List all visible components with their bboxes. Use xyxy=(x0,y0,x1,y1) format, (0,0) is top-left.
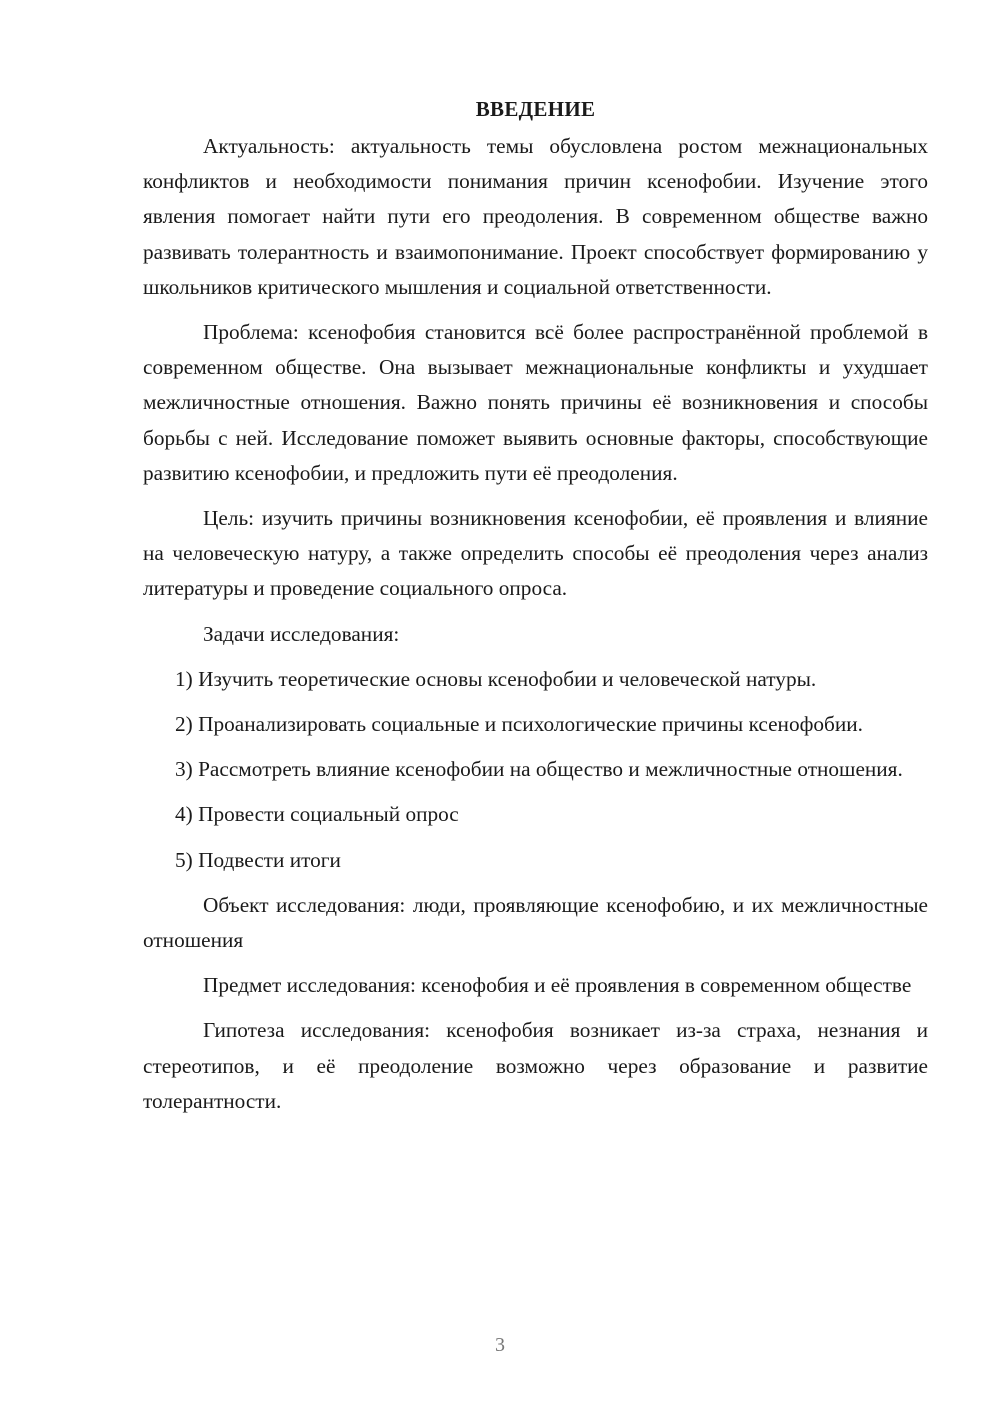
page-number: 3 xyxy=(495,1334,505,1356)
problem-paragraph: Проблема: ксенофобия становится всё более распространённой проблемой в современном обществе. Она вызывает межнациональные конфликты и ухудшает межличностные отношения. Важно понять причины её возникновения и способы борьбы с ней. Исследование поможет выявить основные факторы, способствующие развитию ксенофобии, и предложить пути её преодоления. xyxy=(143,320,928,485)
document-page xyxy=(143,92,928,1129)
task-item-4: 4) Провести социальный опрос xyxy=(175,802,459,827)
task-item-3: 3) Рассмотреть влияние ксенофобии на общество и межличностные отношения. xyxy=(175,757,903,782)
task-item-2: 2) Проанализировать социальные и психологические причины ксенофобии. xyxy=(175,712,863,737)
object-paragraph: Объект исследования: люди, проявляющие ксенофобию, и их межличностные отношения xyxy=(143,892,928,953)
task-item-5: 5) Подвести итоги xyxy=(175,847,341,872)
subject-paragraph: Предмет исследования: ксенофобия и её проявления в современном обществе xyxy=(203,973,912,998)
hypothesis-paragraph: Гипотеза исследования: ксенофобия возникает из-за страха, незнания и стереотипов, и её преодоление возможно через образование и развитие толерантности. xyxy=(143,1018,928,1113)
tasks-heading: Задачи исследования: xyxy=(203,621,400,646)
relevance-paragraph: Актуальность: актуальность темы обусловлена ростом межнациональных конфликтов и необходимости понимания причин ксенофобии. Изучение этого явления помогает найти пути его преодоления. В современном обществе важно развивать толерантность и взаимопонимание. Проект способствует формированию у школьников критического мышления и социальной ответственности. xyxy=(143,134,928,299)
goal-paragraph: Цель: изучить причины возникновения ксенофобии, её проявления и влияние на человеческую натуру, а также определить способы её преодоления через анализ литературы и проведение социального опроса. xyxy=(143,506,928,601)
task-item-1: 1) Изучить теоретические основы ксенофобии и человеческой натуры. xyxy=(175,666,817,691)
page-title: ВВЕДЕНИЕ xyxy=(475,97,596,121)
